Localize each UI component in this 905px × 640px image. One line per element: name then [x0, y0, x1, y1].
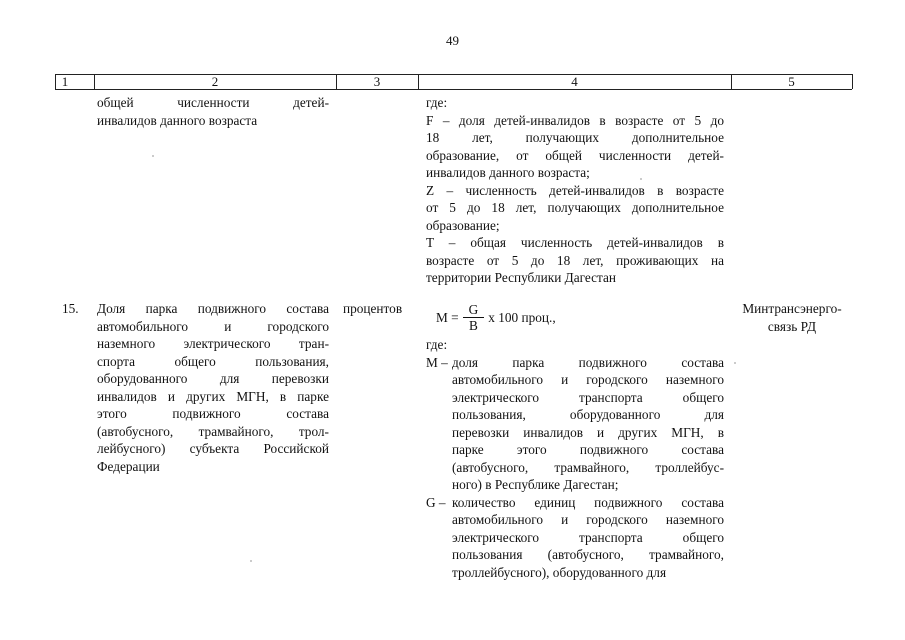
formula-lhs: M = [436, 309, 459, 325]
formula [436, 302, 556, 333]
text-line: автомобильного и городского наземного [452, 512, 724, 527]
row15-unit: процентов [343, 301, 403, 316]
gde-label: где: [426, 337, 448, 352]
text-line: инвалидов данного возраста; [426, 165, 590, 180]
text-line: пользования (автобусного, трамвайного, [452, 547, 724, 562]
text-line: оборудованного для перевозки [97, 371, 329, 386]
text-line: общей численности детей- [97, 95, 329, 110]
text-line: автомобильного и городского [97, 318, 329, 334]
formula-rhs: x 100 проц., [488, 309, 556, 325]
header-col-4: 4 [571, 74, 578, 89]
text-line: парке этого подвижного состава [452, 442, 724, 457]
formula-fraction [463, 302, 485, 333]
text-line: возрасте от 5 до 18 лет, проживающих на [426, 252, 724, 268]
header-col-1: 1 [61, 74, 69, 89]
text-line: электрического транспорта общего [452, 389, 724, 405]
text-line: связь РД [767, 318, 817, 334]
header-bottom-rule [55, 89, 852, 90]
definition-F [426, 112, 724, 182]
text-line: ного) в Республике Дагестан; [452, 477, 619, 492]
row15-responsible [736, 300, 848, 335]
text-line: образование; [426, 217, 500, 233]
scan-speck [734, 362, 736, 364]
text-line: образование, от общей численности детей- [426, 147, 724, 163]
definition-Z [426, 182, 724, 235]
text-line: этого подвижного состава [97, 406, 329, 421]
definition-M [426, 354, 724, 494]
definition-T [426, 234, 724, 287]
header-col-2: 2 [211, 74, 219, 89]
formula-numerator: G [463, 302, 485, 318]
text-line: F – доля детей-инвалидов в возрасте от 5 до [426, 112, 724, 128]
text-line: лейбусного) субъекта Российской [97, 441, 329, 456]
text-line: Z – численность детей-инвалидов в возрасте [426, 182, 724, 198]
text-line: количество единиц подвижного состава [452, 494, 724, 510]
text-line: электрического транспорта общего [452, 529, 724, 545]
text-line: (автобусного, трамвайного, троллейбус- [452, 459, 724, 475]
text-line: Минтрансэнерго- [742, 301, 842, 316]
text-line: (автобусного, трамвайного, трол- [97, 423, 329, 439]
text-line: троллейбусного), оборудованного для [452, 564, 667, 580]
row-number: 15. [62, 301, 79, 316]
header-divider [852, 74, 853, 89]
scan-speck [152, 155, 154, 157]
text-line: доля парка подвижного состава [452, 354, 724, 370]
scan-speck [640, 178, 642, 180]
scan-speck [250, 560, 252, 562]
text-line: пользования, оборудованного для [452, 407, 724, 422]
definition-G [426, 494, 724, 582]
header-col-5: 5 [788, 74, 795, 89]
formula-denominator: B [469, 318, 478, 333]
text-line: инвалидов данного возраста [97, 112, 258, 128]
text-line: инвалидов и других МГН, в парке [97, 388, 329, 404]
text-line: перевозки инвалидов и других МГН, в [452, 424, 724, 440]
text-line: T – общая численность детей-инвалидов в [426, 235, 724, 250]
text-line: спорта общего пользования, [97, 353, 329, 369]
text-line: от 5 до 18 лет, получающих дополнительное [426, 200, 724, 215]
text-line: территории Республики Дагестан [426, 270, 617, 285]
prev-row-indicator-name [97, 94, 329, 129]
text-line: 18 лет, получающих дополнительное [426, 130, 724, 145]
row15-indicator-name [97, 300, 329, 475]
text-line: Доля парка подвижного состава [97, 301, 329, 316]
header-col-3: 3 [373, 74, 381, 89]
text-line: Федерации [97, 458, 160, 474]
text-line: наземного электрического тран- [97, 336, 329, 351]
prev-row-method [426, 94, 724, 287]
symbol-G: G – [426, 494, 446, 510]
text-line: автомобильного и городского наземного [452, 372, 724, 387]
row15-method [426, 336, 724, 581]
page-number: 49 [446, 33, 459, 48]
symbol-M: M – [426, 354, 448, 370]
gde-label: где: [426, 95, 448, 110]
